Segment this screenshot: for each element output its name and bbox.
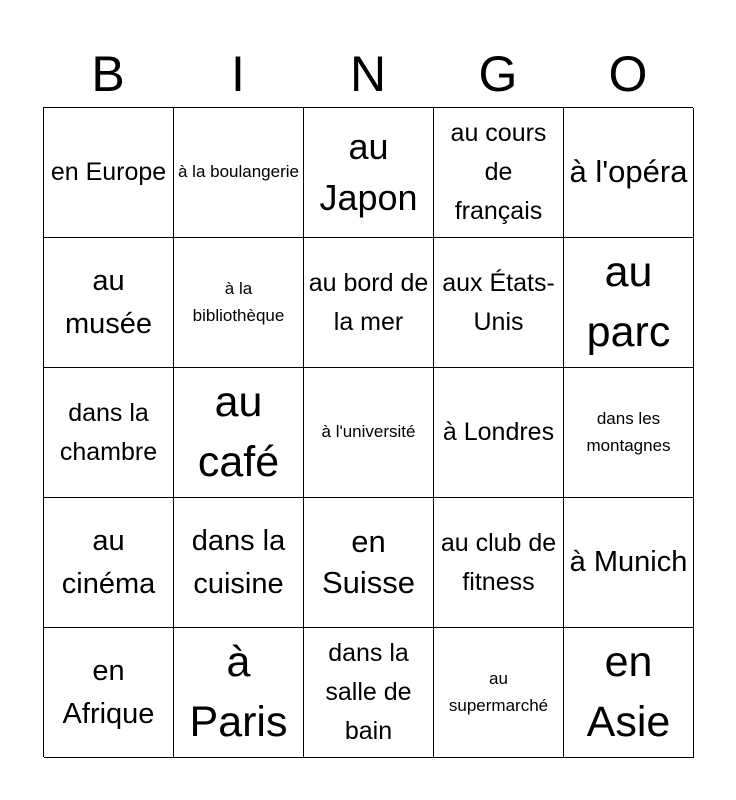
header-letter-i: I (231, 46, 245, 102)
bingo-cell[interactable] (304, 368, 434, 498)
bingo-cell[interactable] (174, 498, 304, 628)
bingo-cell[interactable] (44, 238, 174, 368)
bingo-cell[interactable] (564, 628, 694, 758)
bingo-cell[interactable] (304, 498, 434, 628)
cell-text: à Paris (189, 638, 288, 746)
bingo-cell[interactable] (434, 368, 564, 498)
cell-text: à Munich (569, 546, 688, 579)
cell-text: en Suisse (321, 524, 416, 600)
cell-text: en Afrique (62, 655, 155, 730)
bingo-cell[interactable] (304, 108, 434, 238)
cell-text: au cours de français (450, 119, 547, 225)
bingo-cell[interactable] (434, 238, 564, 368)
cell-text: dans la chambre (59, 398, 158, 466)
bingo-board (43, 107, 693, 757)
bingo-cell[interactable] (44, 108, 174, 238)
bingo-cell[interactable] (174, 368, 304, 498)
bingo-cell[interactable] (434, 498, 564, 628)
bingo-cell[interactable] (304, 628, 434, 758)
cell-text: à l'université (321, 422, 416, 442)
cell-text: à Londres (442, 418, 555, 447)
cell-text: au cinéma (61, 525, 156, 600)
bingo-header (43, 40, 693, 108)
bingo-cell[interactable] (44, 498, 174, 628)
cell-text: au supermarché (448, 669, 549, 715)
cell-text: aux États-Unis (442, 268, 555, 336)
bingo-cell[interactable] (434, 628, 564, 758)
cell-text: dans la salle de bain (325, 639, 412, 745)
bingo-cell[interactable] (174, 238, 304, 368)
cell-text: au Japon (319, 126, 418, 218)
cell-text: au parc (586, 248, 671, 356)
bingo-cell[interactable] (174, 108, 304, 238)
bingo-cell[interactable] (304, 238, 434, 368)
cell-text: à l'opéra (569, 154, 688, 190)
header-letter-n: N (349, 46, 387, 102)
header-letter-b: B (91, 46, 125, 102)
bingo-cell[interactable] (564, 108, 694, 238)
bingo-cell[interactable] (564, 498, 694, 628)
bingo-cell[interactable] (564, 238, 694, 368)
cell-text: à la boulangerie (178, 162, 299, 182)
bingo-cell[interactable] (44, 368, 174, 498)
bingo-cell[interactable] (564, 368, 694, 498)
cell-text: au musée (64, 265, 153, 340)
bingo-cell[interactable] (44, 628, 174, 758)
header-letter-g: G (478, 46, 518, 102)
cell-text: au café (197, 378, 280, 486)
cell-text: au club de fitness (440, 528, 557, 596)
bingo-cell[interactable] (174, 628, 304, 758)
cell-text: en Asie (586, 638, 671, 746)
cell-text: en Europe (50, 158, 167, 187)
cell-text: dans la cuisine (191, 525, 286, 600)
cell-text: dans les montagnes (586, 409, 671, 455)
bingo-cell[interactable] (434, 108, 564, 238)
cell-text: à la bibliothèque (192, 279, 285, 325)
cell-text: au bord de la mer (308, 268, 429, 336)
header-letter-o: O (608, 46, 648, 102)
